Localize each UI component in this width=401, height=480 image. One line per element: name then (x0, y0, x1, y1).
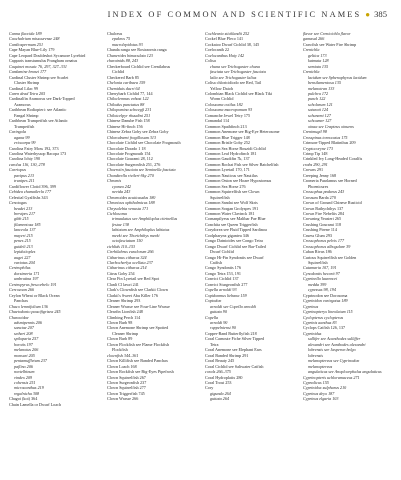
index-entry: Chocolate Surgeonfish 251, 276 (107, 161, 161, 167)
index-entry: Crowning Yeasteri 265 (303, 216, 342, 222)
index-entry: Crossum Barda 270 (303, 194, 336, 200)
index-entry: carolus 116, 130, 278 (9, 161, 45, 167)
index-entry: clownfish 344–361 (107, 352, 139, 358)
index-subentry: punch 122 (308, 96, 326, 102)
index-entry: Cyprinus (303, 303, 319, 309)
index-entry: Celestial Gyalfishs 343 (9, 194, 48, 200)
index-entry: Cockel Blue Pleco 141 (205, 36, 244, 42)
index-entry: Cyprinidox sulphurus 210 (303, 385, 347, 391)
index-entry: Cyprinapteryx lineolatum 115 (303, 309, 353, 315)
index-subentry: guttata 90 (210, 309, 227, 315)
index-subentry: saturati 124 (308, 107, 329, 113)
index-entry: Crenichla (303, 69, 320, 75)
index-entry: Cyclops Catfish 126, 137 (303, 325, 346, 331)
index-subentry: cyanea 242 (112, 183, 131, 189)
index-entry: Common Blue Trigger 148 (205, 134, 250, 140)
index-entry: Clanli Cl lawri 241 (107, 281, 139, 287)
page-header (0, 6, 401, 22)
index-entry: Conchita see Queen Triggerfish (205, 221, 258, 227)
index-entry: Cyprinus deyo 187 (303, 390, 335, 396)
index-entry: Cherrybarb Cichlid 77, 144 (107, 90, 153, 96)
index-entry: Chocolate Frogmouth 154 (107, 150, 151, 156)
index-entry: Coral Carnoute Fiche Silver Tipped (205, 336, 265, 342)
index-entry: Caribbean Rodiopteri: see Atlantic (9, 107, 67, 113)
index-entry: Chinese Hi-finch 156 (107, 123, 143, 129)
index-entry: Cardinalfin Aramorus see Dark-Topped (9, 96, 75, 102)
index-entry: Chanda ranga see Rostraornis ranga (107, 47, 167, 53)
index-subentry: eriocarpa 99 (14, 140, 36, 146)
index-entry: Clown Killifish see Banded Panchax (107, 358, 168, 364)
index-entry: Coral Hydroplatix 280 (205, 374, 243, 380)
index-entry: Congo Hi-Fin Syndontis see Dwarf (205, 254, 264, 260)
index-subentry: Yellow Daioh (210, 85, 233, 91)
index-entry: Caochalrium missourense 248 (9, 36, 60, 42)
index-subentry: setheri 208 (14, 330, 33, 336)
index-subentry: brevipes 217 (14, 210, 36, 216)
index-subentry: agana 99 (14, 134, 30, 140)
index-entry: Clown Squirrelfish 277 (107, 385, 146, 391)
index-entry: Chain Lamella or Dwarf Loach (9, 401, 61, 407)
index-entry: Clown Rockfish see Big-Eyes Pipefrosh (107, 369, 174, 375)
index-subentry: nevida 243 (112, 189, 131, 195)
index-entry: Copella arnoldi 93 (205, 287, 237, 293)
index-subentry: lepidotioples (14, 249, 36, 255)
index-entry: Clown Barb 89 (107, 336, 133, 342)
index-entry: Cardiflower Clotid 396, 399 (9, 183, 56, 189)
index-subentry: Aramorus (14, 101, 31, 107)
index-entry: Cyprinella laurencei (303, 276, 338, 282)
index-entry: Chrysolebia venusta 171 (107, 205, 149, 211)
index-entry: Caren dead Tetra 205 (9, 90, 46, 96)
index-entry: Chaetodonto paucifigrisea 245 (9, 309, 61, 315)
index-subentry: mayeri 215 (14, 232, 33, 238)
index-entry: Comandal 114 (205, 118, 230, 124)
bullet-separator-icon: ● (365, 9, 371, 19)
index-subentry: macrolepidotus 93 (112, 41, 143, 47)
index-entry: Caribbean Trumpetfish see Atlantic (9, 118, 68, 124)
index-entry: Cornanpilyeus see Malibar Pae Blue (205, 216, 266, 222)
index-subentry: labiatum see Amphiloplus labiatus (112, 227, 170, 233)
index-entry: Chanerides bimaculata 123 (107, 52, 154, 58)
page-number: 385 (374, 9, 387, 19)
index-entry: Copella (205, 314, 219, 320)
index-entry: Common Sandat see Wolf Skris (205, 200, 258, 206)
index-entry: Crossophus pedaeus 243 (303, 189, 345, 195)
index-entry: Cyprinidon variegatus 189 (303, 298, 348, 304)
index-subentry: adsmipennis 206 (14, 320, 42, 326)
index-entry: Carolina Ichty 190 (9, 156, 41, 162)
index-subentry: guttata 264 (210, 396, 229, 402)
index-subentry: Worm Cichlid (210, 96, 234, 102)
index-entry: Clear Fin Lyretail see Red Spot (107, 276, 160, 282)
index-entry: Chocolate Cichlid see Chocolate Frogmouth (107, 140, 181, 146)
index-subentry: variatus 204 (14, 260, 35, 266)
index-entry: Clarkii's Sweet Abu Killer 176 (107, 292, 158, 298)
index-subentry: regalnicha 308 (14, 390, 40, 396)
running-title: INDEX OF COMMON AND SCIENTIFIC NAMES (107, 9, 362, 19)
index-entry: Cape Mayan Blue-Lily 179 (9, 47, 55, 53)
index-entry: Clown Flockfish see Flame Flockfish (107, 341, 170, 347)
index-subentry: cypessus 98, 194 (308, 287, 336, 293)
index-entry: Citrus Goby 254 (107, 270, 135, 276)
index-entry: Caringola (9, 129, 27, 135)
index-entry: Chilodus punctatus 88 (107, 101, 145, 107)
index-entry: Cardiospermum 251 (9, 41, 44, 47)
index-entry: Chromoides acuticaudus 180 (107, 194, 156, 200)
index-entry: Colossoma macropomum 93 (205, 107, 253, 113)
index-entry: Chilopomina schwegfi 231 (107, 107, 152, 113)
index-entry: Convict Cichlid 137 (205, 276, 239, 282)
index-entry: Clark's Clownfish see Clarkii Clown (107, 287, 168, 293)
index-entry: Cryptocoryne 173 (303, 145, 334, 151)
index-entry: Common Sea Horse 276 (205, 183, 246, 189)
index-entry: Common Spathfinch 213 (205, 123, 247, 129)
index-entry: Citharinus citharus 214 (107, 265, 147, 271)
index-entry: Clown Anemone Shrimp see Spotted (107, 325, 169, 331)
index-entry: Coral Trout 253 (205, 380, 232, 385)
index-entry: Common Lyretail 170, 171 (205, 167, 250, 173)
index-entry: Chronicus ophthalmicus 188 (107, 200, 155, 206)
index-subentry: meeki see Thorichthys meeki (112, 232, 160, 238)
index-entry: Chocolate Dorado 1 18 (107, 145, 146, 151)
index-subentry: sanctae 207 (14, 325, 34, 331)
index-entry: Cory (205, 385, 214, 391)
index-entry: Clown Barb 98 (107, 320, 133, 326)
index-subentry: ruppelniensi 90 (210, 325, 236, 331)
index-entry: Clearfin Lionfish 248 (107, 309, 143, 315)
index-entry: Crown Bathychthys 137 (303, 205, 344, 211)
index-entry: Coelocanth 22 (205, 47, 230, 53)
index-subentry: semiata 135 (308, 63, 329, 69)
index-entry: Climbing Perch 114 (107, 314, 141, 320)
index-subentry: augei 227 (14, 254, 31, 260)
index-columns (9, 31, 395, 471)
index-subentry: schunemi 127 (308, 112, 331, 118)
index-subentry: alexandri see Aanthodes alexandri (308, 341, 366, 347)
index-entry: Corydorea see Fluid Tipped Sardinoa (205, 227, 267, 233)
index-subentry: pentamuffletum 237 (14, 358, 48, 364)
index-subentry: arnoldi see Copella arnoldi (210, 303, 256, 309)
index-entry: Coptodon (205, 298, 222, 304)
index-entry: Common Sea Horse Bouzidi Cichlid (205, 145, 266, 151)
index-entry: Coral Cichlid see Saltwater Catfish (205, 363, 264, 369)
index-column-1 (9, 31, 101, 471)
index-entry: Clown Triggerfish 745 (107, 390, 145, 396)
index-subentry: monsuri 205 (14, 352, 35, 358)
index-entry: Carolina Waterhyssop Bacopa 173 (9, 150, 67, 156)
index-column-4 (303, 31, 395, 471)
index-entry: Cardinal Lilac 99 (9, 85, 38, 91)
index-entry: Common Gaudifin 7k, 137 (205, 156, 250, 162)
index-entry: Clown Loach 168 (107, 363, 137, 369)
index-subentry: spiloparia 257 (14, 336, 39, 342)
index-entry: Clarbocherlya ocellata 237 (107, 260, 153, 266)
index-subentry: katmata 128 (308, 58, 329, 64)
index-subentry: Squirrelfish (308, 260, 328, 266)
index-subentry: pavipus 213 (14, 172, 35, 178)
index-entry: Cleaner Shrimp 293 (107, 298, 141, 304)
index-entry: Carriopus (9, 167, 27, 173)
index-entry: Common Leaf Hydrofinch 181 (205, 150, 257, 156)
index-entry: Coelocanthus Haiy 142 (205, 52, 245, 58)
index-entry: Chalceus (107, 31, 123, 36)
index-entry: Chemiduis dacri 64 (107, 85, 140, 91)
index-subentry: scholarum 121 (308, 101, 333, 107)
index-subentry: Cichlid (112, 69, 125, 75)
index-subentry: arnoldi 90 (210, 320, 228, 326)
index-subentry: Squirrelfish (210, 194, 230, 200)
index-subentry: sullifer see Acanthodes sulliffer (308, 336, 361, 342)
index-entry: Canna flaccida 189 (9, 31, 42, 36)
index-entry: Cyprinis aanthus 83 (303, 320, 337, 326)
index-entry: crabs 290, 291 (303, 161, 328, 167)
index-subentry: lobrensis (308, 352, 324, 358)
index-entry: Cyprinopteris uchloramaceus 271 (303, 374, 360, 380)
index-entry: Congo Dwarf Cichlid see Bar-Tailed (205, 243, 266, 249)
index-subentry: guideli 213 (14, 243, 33, 249)
index-entry: Ceylon Wheat or Black Ocean (9, 292, 60, 298)
index-entry: Common Nauticus see Nautilus (205, 172, 258, 178)
index-entry: Cynodontis hecarit 97 (303, 270, 340, 276)
index-entry: Cercozoan 266 (9, 287, 35, 293)
index-entry: Chromis (107, 178, 122, 184)
index-subentry: melanoptereus (308, 363, 333, 369)
index-entry: Coral Banded Shrimp 291 (205, 352, 249, 358)
index-entry: Cenotogas (9, 200, 27, 206)
index-entry: Cyprinodon see Dorosoma (303, 292, 348, 298)
index-entry: Cape Leopard Doubleshot Sycamore Lyrebird (9, 52, 86, 58)
index-entry: Common Bristle Goby 252 (205, 140, 250, 146)
index-entry: Cleaner Wrasse see Four-Line Wrasse (107, 303, 170, 309)
index-entry: Characidae (9, 314, 29, 320)
index-entry: Crenichla (303, 47, 320, 53)
index-entry: Crenimugil 98 (303, 129, 327, 135)
index-entry: Congo Syndontis 176 (205, 265, 241, 271)
index-entry: Chagoi (koi) 364 (9, 396, 38, 402)
index-subentry: Dwarf Cichlid (210, 249, 234, 255)
index-subentry: Tetra (210, 341, 219, 347)
index-subentry: paflino 206 (14, 363, 33, 369)
index-entry: Cyprinus elgaria 103 (303, 396, 339, 402)
index-subentry: schoumer 127 (308, 118, 332, 124)
index-entry: cichlids 110–153 (107, 243, 136, 249)
index-entry: Common Rochat Fish see Silver Batchelfish (205, 161, 279, 167)
index-subentry: horotis 197 (14, 341, 33, 347)
index-entry: Clown Surgeonfish 237 (107, 380, 147, 385)
index-entry: Crown of Ground Chinese Rusticid (303, 200, 362, 206)
index-entry: Centropyrus frescorbelo 191 (9, 281, 57, 287)
index-entry: Cutamaria 107, 191 (303, 265, 337, 271)
index-entry: Cruess Glum 293 (303, 232, 332, 238)
index-entry: Common Anemone see Big-Eye Heterosome (205, 129, 280, 135)
index-entry: Cardamine bronzi 177 (9, 69, 47, 75)
index-subentry: Cleaner Shrimp (112, 330, 139, 336)
index-entry: flavor see Crenicichla flavor (303, 31, 351, 36)
index-entry: Crown Fire Nebeliis 284 (303, 210, 345, 216)
index-subentry: melanoptereus see Cyprinodon (308, 358, 360, 364)
index-subentry: micracanthus 219 (14, 385, 44, 391)
index-entry: Citharinus citharus 324 (107, 254, 147, 260)
index-subentry: pulchra 172 (308, 90, 329, 96)
index-entry: Cardinal Cluster Shrimp see Scarlet (9, 74, 69, 80)
index-entry: Colossoma cotilus 182 (205, 101, 243, 107)
index-entry: Copidonmus liebana 159 (205, 292, 247, 298)
index-entry: Cochlearia sticklandii 252 (205, 31, 250, 36)
index-entry: Checkered Barb 85 (107, 74, 139, 80)
index-entry: Cockatoo Dwarf Cichlid 38, 145 (205, 41, 260, 47)
index-subentry: umbratina 197 (14, 276, 39, 282)
index-entry: Coolpharynx gigantea 346 (205, 232, 249, 238)
index-entry: Coral Beauty 245 (205, 358, 235, 364)
index-subentry: trimaulatus see Amphiloplus citrinellus (112, 216, 178, 222)
index-subentry: beadei 213 (14, 205, 33, 211)
index-subentry: lacidum see Sphenophyrus lacidum (308, 74, 367, 80)
index-subentry: octofasciatum 150 (112, 238, 143, 244)
index-entry: Common Water Clavinck 181 (205, 210, 255, 216)
index-entry: Colombian Black Cichlid see Black Tiki (205, 90, 273, 96)
index-entry: Choeroiin fasciata see Seminella fasciata (107, 167, 176, 173)
index-entry: Crinkled Ivy Long-Headed Coralfis (303, 156, 363, 162)
index-entry: Creeping Jenny 168 (303, 172, 337, 178)
index-entry: Coral Anemone see Elephant Ears (205, 347, 262, 353)
index-subentry: penes 215 (14, 238, 31, 244)
index-subentry: lanceola 137 (14, 227, 36, 233)
index-entry: charainids 88, 243 (107, 58, 139, 64)
index-entry: Common Squirrelfish see Clown (205, 189, 260, 195)
index-subentry: geltica 173 (308, 52, 327, 58)
index-subentry: vindex 209 (14, 374, 33, 380)
index-entry: Crossophorus pelvis 177 (303, 238, 345, 244)
index-entry: Crimp Tip 148 (303, 150, 328, 156)
index-entry: Chocolate Gourami 28, 112 (107, 156, 153, 162)
index-subentry: festae 138 (112, 221, 129, 227)
index-entry: Crosspinus tornocatus 175 (303, 134, 348, 140)
index-entry: Congo Datnioides see Congo Tetra (205, 238, 263, 244)
index-subentry: cohensis 251 (14, 380, 36, 385)
index-entry: Chilotcelpyr rhuudini 251 (107, 112, 151, 118)
index-subentry: lobrensis see Jasperon belgo (308, 347, 356, 353)
index-subentry: filamentosa 185 (14, 221, 41, 227)
index-entry: Carolina Fairy Moss 192, 373 (9, 145, 59, 151)
index-subentry: bensilamentosa 135 (308, 80, 342, 86)
index-entry: Crowns 291 (303, 167, 324, 173)
index-subentry: Fangal Shrimp (14, 112, 39, 118)
index-subentry: melanotus 206 (14, 347, 39, 353)
index-subentry: fasciata see Trichogaster fasciata (210, 69, 266, 75)
index-entry: Clown Wrasse 266 (107, 396, 139, 402)
index-entry: Centrophilus (9, 265, 31, 271)
index-entry: Chinese Zebra Goby see Zebra Goby (107, 129, 169, 135)
index-entry: Chlorodnemi fragillosum 313 (107, 134, 157, 140)
index-entry: Common Onion see Hoare Hypostomus (205, 178, 272, 184)
index-subentry: oinaa see Crapteus oinuens (308, 123, 354, 129)
index-entry: Convict Sturgeonfish 277 (205, 281, 248, 287)
index-entry: Colisa (205, 58, 216, 64)
index-entry: Common Sorgan Grolyspes 191 (205, 205, 259, 211)
index-subentry: chuna see Trichogaster chuna (210, 63, 260, 69)
index-entry: Cyclopterus cyclopterus (303, 314, 344, 320)
index-entry: Curious Squirrelfish see Golden (303, 254, 357, 260)
index-subentry: dorsimeria 171 (14, 270, 40, 276)
index-subentry: melanotran 133 (308, 85, 335, 91)
index-subentry: angulaticus see Anoplocephalus angulaticus (308, 369, 382, 375)
index-entry: Cichlosoma (107, 210, 127, 216)
index-entry: Cirrhilabrus euralorum 266 (107, 249, 154, 255)
index-entry: Capparis transtumulus Prangham ornatus (9, 58, 78, 64)
index-subentry: gigunda 264 (210, 390, 231, 396)
index-entry: corals 266–375 (205, 369, 231, 375)
index-entry: Congo Tetra 153, 191 (205, 270, 241, 276)
index-entry: Comanche Jewel Tetry 175 (205, 112, 251, 118)
index-subentry: trunipes 211 (14, 178, 35, 184)
index-subentry: Cluster Shrimp (14, 80, 40, 86)
index-entry: Chondtrella rivileri-Sky 270 (107, 172, 154, 178)
index-subentry: Trumpetfish (14, 123, 35, 129)
index-entry: Crushing Pirene 114 (303, 227, 337, 233)
index-entry: Colisa chloricidiodo see Red, Tail (205, 80, 262, 86)
index-subentry: Flockfish (112, 347, 128, 353)
index-entry: Chinese Danube Fish 158 (107, 118, 150, 124)
index-entry: Checkerboard Cichlid see Crenilabrus (107, 63, 171, 69)
index-entry: Caquinet mosaic 76, 297, 327–331 (9, 63, 67, 69)
index-subentry: novtelbinum (14, 369, 35, 375)
index-entry: Copper-Band Butterflyfish 218 (205, 330, 257, 336)
index-column-3 (205, 31, 297, 471)
index-entry: Crawfish see Water Fire Shrimp (303, 41, 357, 47)
index-entry: Cyprinidus (303, 330, 322, 336)
index-entry: Crossophorus albogulare 39 (303, 243, 351, 249)
index-entry: Crimson-Tipped Blatinthus 209 (303, 140, 356, 146)
index-entry: Chaco lemnifolium 136 (9, 303, 48, 309)
index-subentry: Panchax (14, 298, 29, 304)
index-entry: Chelonia caribaea 159 (107, 80, 146, 86)
index-entry: Cromeria Paarlamus see Horned (303, 178, 357, 184)
index-subentry: lalia see Trichogaster lalius (210, 74, 257, 80)
index-subentry: Phoenicures (308, 183, 329, 189)
index-subentry: medda 399 (308, 281, 327, 287)
index-subentry: Catfish (210, 260, 222, 266)
index-entry: Clown Squirrelfish 267 (107, 374, 146, 380)
index-entry: Crushing Gourami 118 (303, 221, 342, 227)
index-entry: Cuban Rivus 186 (303, 249, 332, 255)
index-subentry: gibb 215 (14, 216, 29, 222)
index-entry: Cypnolicus 155 (303, 380, 329, 385)
index-entry: Cebidea chamailerla 177 (9, 189, 52, 195)
index-subentry: epakros 75 (112, 36, 131, 42)
index-column-2 (107, 31, 199, 471)
index-entry: Chiloclemnas vebast 122 (107, 96, 149, 102)
index-entry: gamasal 266 (303, 36, 325, 42)
